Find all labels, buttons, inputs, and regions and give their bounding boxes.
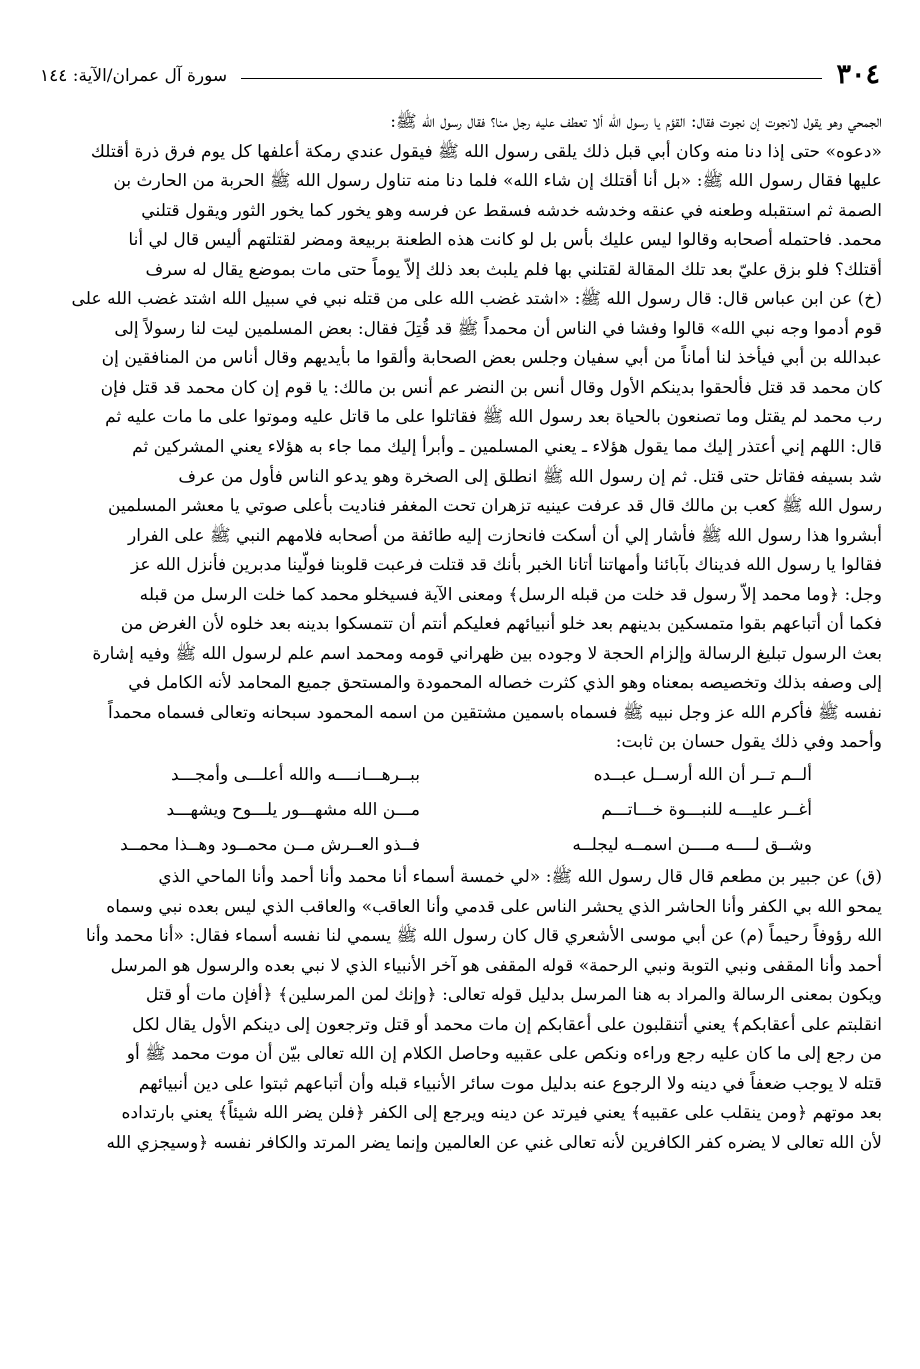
page-body: [38, 108, 882, 1159]
text-line: وجل: ﴿وما محمد إلاّ رسول قد خلت من قبله الرسل﴾ ومعنى الآية فسيخلو محمد كما خلت الرسل من قبله: [139, 584, 882, 605]
text-line: أبشروا هذا رسول الله ﷺ فأشار إلي أن أسكت فانحازت إليه طائفة من أصحابه فلامهم النبي ﷺ على الفرار: [127, 525, 882, 546]
text-line: إلى وصفه بذلك وتخصيصه بمعناه وهو الذي كثرت خصاله المحمودة والمستحق جميع المحامد لأنه الكامل في: [128, 673, 882, 694]
poem-first-hemistich: وشــق لــــه مــــن اسمــه ليجلــه: [572, 835, 812, 856]
text-line: (خ) عن ابن عباس قال: قال رسول الله ﷺ: «اشتد غضب الله على من قتله نبي في سبيل الله اشتد غضب الله على: [71, 289, 882, 310]
poem-second-hemistich: ببــرهـــانــــه والله أعلـــى وأمجـــد: [171, 765, 420, 786]
text-line: كان محمد قد قتل فألحقوا بدينكم الأول وقال أنس بن النضر عم أنس بن مالك: يا قوم إن كان محمد قد قتل فإن: [100, 377, 882, 398]
text-line: (ق) عن جبير بن مطعم قال قال رسول الله ﷺ: «لي خمسة أسماء أنا محمد وأنا أحمد وأنا الماحي الذي: [158, 867, 882, 888]
text-line: شد بسيفه فقاتل حتى قتل. ثم إن رسول الله ﷺ انطلق إلى الصخرة وهو يدعو الناس فأول من عرف: [178, 466, 882, 487]
text-line: قال: اللهم إني أعتذر إليك مما يقول هؤلاء ـ يعني المسلمين ـ وأبرأ إليك مما جاء به هؤلاء يعني المشركين ثم: [132, 437, 882, 458]
poem-second-hemistich: فــذو العــرش مــن محمــود وهــذا محمــد: [120, 835, 420, 856]
running-title: سورة آل عمران/الآية: ١٤٤: [40, 65, 228, 86]
text-line: قتله لا يوجب ضعفاً في دينه ولا الرجوع عنه بدليل موت سائر الأنبياء قبله وأن أتباعهم ثبتوا على دين أنبيائهم: [138, 1073, 882, 1094]
poem-verse: [38, 758, 882, 793]
text-line: فقالوا يا رسول الله فديناك بآبائنا وأمهاتنا أتانا الخبر بأنك قد قتلت فرعبت قلوبنا فولّينا مدبرين فأنزل الله عز: [130, 555, 882, 576]
text-line: قوم أدموا وجه نبي الله» قالوا وفشا في الناس أن محمداً ﷺ قد قُتِلَ فقال: بعض المسلمين ليت لنا رسولاً إلى: [114, 318, 882, 339]
text-line: الصمة ثم استقبله وطعنه في عنقه وخدشه خدشه فسقط عن فرسه وهو يخور كما يخور الثور ويقول قتلني: [141, 200, 882, 221]
text-line: من رجع إلى ما كان عليه رجع وراءه ونكص على عقبيه وحاصل الكلام إن الله تعالى بيّن أن موت محمد ﷺ أو: [126, 1044, 882, 1065]
text-line: بعث الرسول تبليغ الرسالة وإلزام الحجة لا وجوده بين ظهراني قومه ومحمد اسم علم لرسول الله ﷺ وفيه إشارة: [92, 643, 882, 664]
poem-second-hemistich: مـــن الله مشهـــور يلـــوح ويشهـــد: [166, 800, 420, 821]
header-rule: [241, 78, 822, 79]
text-line: ويكون بمعنى الرسالة والمراد به هنا المرسل بدليل قوله تعالى: ﴿وإنك لمن المرسلين﴾ ﴿أفإن مات أو قتل: [145, 985, 882, 1006]
text-line: عبدالله بن أبي فيأخذ لنا أماناً من أبي سفيان وجلس بعض الصحابة وألقوا ما بأيديهم وقال أناس من المنافقين إن: [101, 348, 882, 369]
poem-block: [38, 758, 882, 863]
poem-verse: [38, 828, 882, 863]
poem-first-hemistich: ألــم تــر أن الله أرســل عبــده: [593, 765, 812, 786]
text-line: عليها فقال رسول الله ﷺ: «بل أنا أقتلك إن شاء الله» فلما دنا منه تناول رسول الله ﷺ الحربة من الحارث بن: [113, 171, 882, 192]
text-line: رسول الله ﷺ كعب بن مالك قال قد عرفت عينيه تزهران تحت المغفر فناديت بأعلى صوتي يا معشر المسلمين: [108, 496, 882, 517]
text-line: «دعوه» حتى إذا دنا منه وكان أبي قبل ذلك يلقى رسول الله ﷺ فيقول عندي رمكة أعلفها كل يوم فرق ذرة أقتلك: [90, 141, 882, 162]
text-line: محمد. فاحتمله أصحابه وقالوا ليس عليك بأس بل لو كانت هذه الطعنة بربيعة ومضر لقتلتهم أليس قال لي أنا: [128, 230, 882, 251]
text-line: لأن الله تعالى لا يضره كفر الكافرين لأنه تعالى غني عن العالمين وإنما يضر المرتد والكافر نفسه ﴿وسيجزي الله: [106, 1132, 882, 1153]
text-line: نفسه ﷺ فأكرم الله عز وجل نبيه ﷺ فسماه باسمين مشتقين من اسمه المحمود سبحانه وتعالى فسماه محمداً: [108, 702, 882, 723]
text-line: الله رؤوفاً رحيماً (م) عن أبي موسى الأشعري قال كان رسول الله ﷺ يسمي لنا نفسه أسماء فقال: «أنا محمد وأنا: [85, 926, 882, 947]
text-line: الجمحي وهو يقول لانجوت إن نجوت فقال: القؤم يا رسول الله ألا تعطف عليه رجل منا؟ فقال رسول الله ﷺ:: [390, 112, 882, 132]
page-header: [40, 48, 880, 88]
text-line: انقلبتم على أعقابكم﴾ يعني أتنقلبون على أعقابكم إن مات محمد أو قتل وترجعون إلى دينكم الأول يقال لكل: [132, 1014, 882, 1035]
text-line: وأحمد وفي ذلك يقول حسان بن ثابت:: [615, 732, 882, 753]
text-line: أقتلك؟ فلو بزق عليّ بعد تلك المقالة لقتلني بها فلم يلبث بعد ذلك إلاّ يوماً حتى مات بموضع يقال له سرف: [145, 259, 882, 280]
poem-first-hemistich: أغــر عليـــه للنبـــوة خـــاتـــم: [601, 800, 812, 821]
text-line: بعد موتهم ﴿ومن ينقلب على عقبيه﴾ يعني فيرتد عن دينه ويرجع إلى الكفر ﴿فلن يضر الله شيئاً﴾ يعني بارتداده: [121, 1103, 882, 1124]
text-line: أحمد وأنا المقفى ونبي التوبة ونبي الرحمة» قوله المقفى هو آخر الأنبياء الذي لا نبي بعده والرسول هو المرسل: [110, 955, 882, 976]
text-line: يمحو الله بي الكفر وأنا الحاشر الذي يحشر الناس على قدمي وأنا العاقب» والعاقب الذي ليس بعده نبي وسماه: [106, 896, 882, 917]
text-block-bottom: [38, 863, 882, 1158]
text-line: رب محمد لم يقتل وما تصنعون بالحياة بعد رسول الله ﷺ فقاتلوا على ما قاتل عليه وموتوا على ما مات عليه ثم: [105, 407, 882, 428]
text-block-top: [38, 108, 882, 758]
page-number: ٣٠٤: [836, 59, 880, 90]
text-line: فكما أن أتباعهم بقوا متمسكين بدينهم بعد خلو أنبيائهم فعليكم أنتم أن تتمسكوا بدينه بعد خلوه لأن الغرض من: [120, 614, 882, 635]
poem-verse: [38, 793, 882, 828]
